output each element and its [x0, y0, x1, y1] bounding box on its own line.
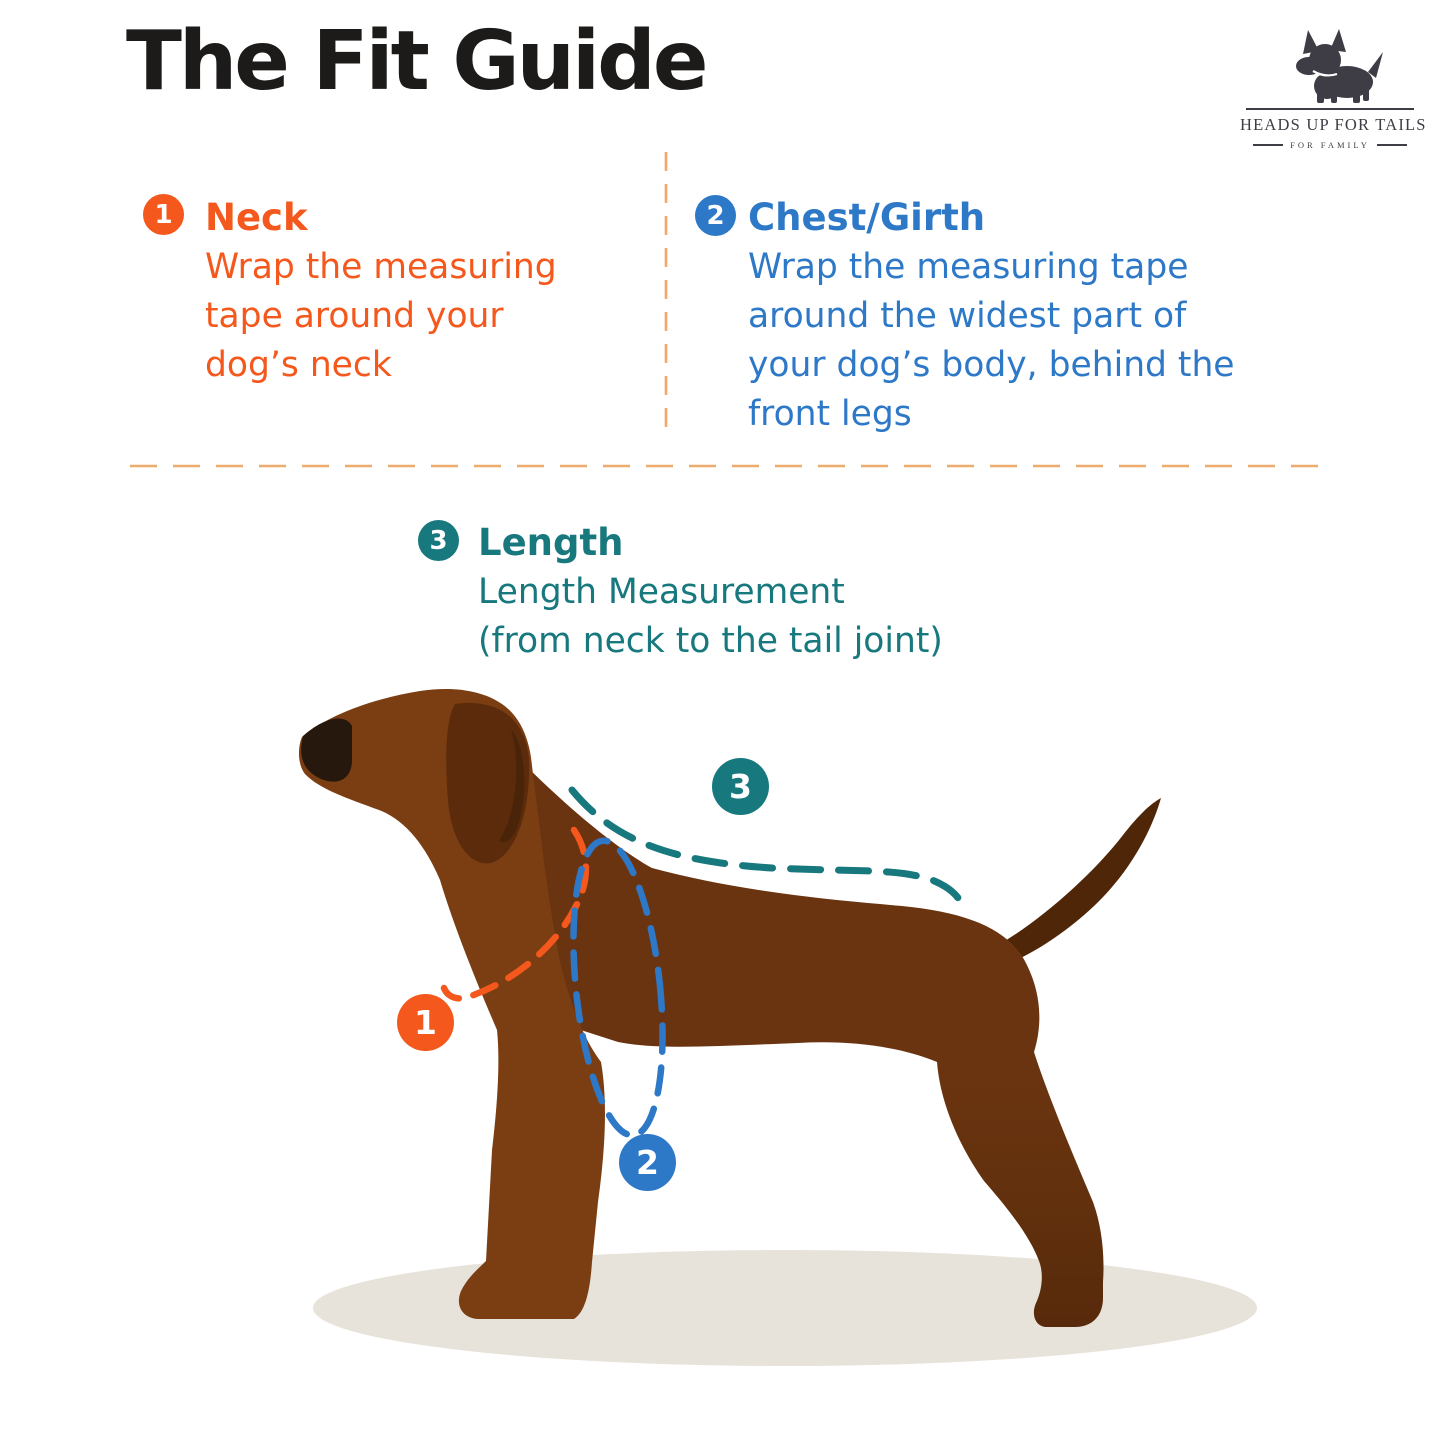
- section-2-number-badge: 2: [695, 195, 736, 236]
- section-2-line-4: front legs: [748, 394, 912, 434]
- logo-rule: [1246, 108, 1414, 110]
- logo-tagline-dash-right: [1377, 144, 1407, 146]
- section-3-number-badge: 3: [418, 520, 459, 561]
- logo-dog-icon: [1275, 28, 1385, 104]
- dog-torso: [520, 760, 1104, 1327]
- logo-tagline-text: FOR FAMILY: [1290, 140, 1370, 150]
- diagram-marker-chest: 2: [619, 1134, 676, 1191]
- logo-tagline-dash-left: [1253, 144, 1283, 146]
- logo-brand-text: HEADS UP FOR TAILS: [1240, 115, 1427, 134]
- diagram-marker-length: 3: [712, 758, 769, 815]
- section-1-line-2: tape around your: [205, 296, 504, 336]
- diagram-marker-neck: 1: [397, 994, 454, 1051]
- section-1-line-3: dog’s neck: [205, 345, 392, 385]
- section-2-line-2: around the widest part of: [748, 296, 1187, 336]
- ground-shadow: [313, 1250, 1257, 1366]
- section-3-line-1: Length Measurement: [478, 572, 845, 612]
- section-1-heading: Neck: [205, 196, 308, 239]
- section-2-heading: Chest/Girth: [748, 196, 986, 239]
- section-1-line-1: Wrap the measuring: [205, 247, 557, 287]
- brand-logo: [1240, 28, 1427, 150]
- section-2-body: [748, 243, 1235, 439]
- section-1-number-badge: 1: [143, 194, 184, 235]
- section-1-body: [205, 243, 557, 390]
- section-2-line-3: your dog’s body, behind the: [748, 345, 1235, 385]
- section-3-heading: Length: [478, 521, 624, 564]
- section-3-body: [478, 568, 943, 666]
- page-title: The Fit Guide: [126, 14, 706, 109]
- section-3-line-2: (from neck to the tail joint): [478, 621, 943, 661]
- section-2-line-1: Wrap the measuring tape: [748, 247, 1189, 287]
